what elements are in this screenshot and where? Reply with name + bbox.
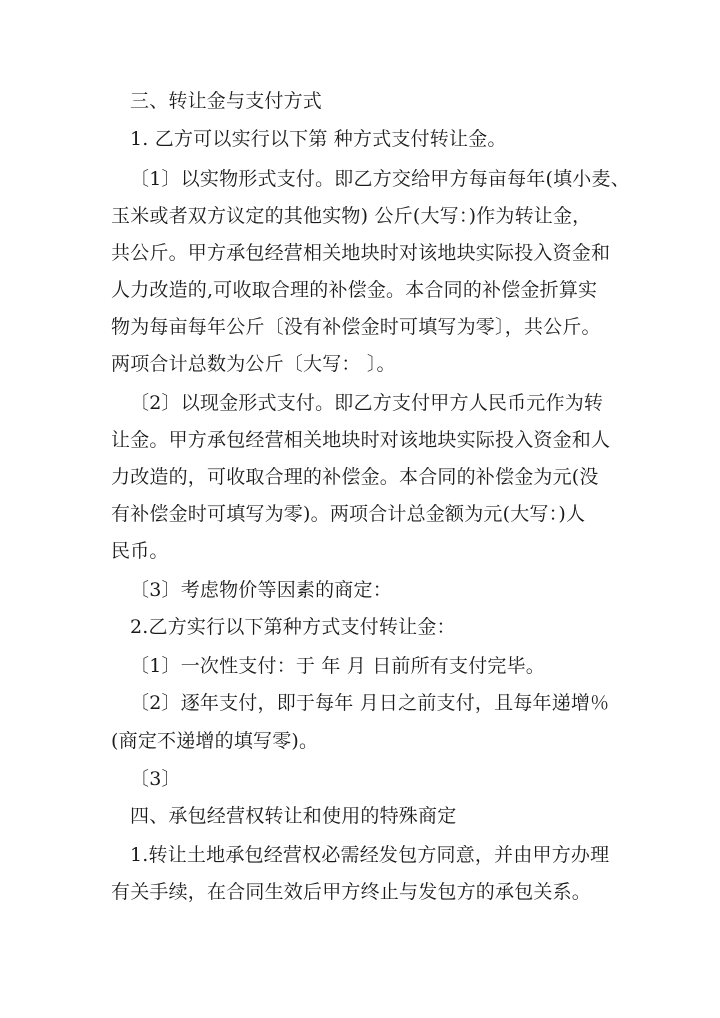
clause-2-heading: 2.乙方实行以下第种方式支付转让金： — [130, 616, 456, 638]
clause-2-1: 〔1〕一次性支付：于 年 月 日前所有支付完毕。 — [130, 655, 546, 677]
section-4-clause-1-line-2: 有关手续，在合同生效后甲方终止与发包方的承包关系。 — [111, 881, 592, 903]
clause-1-1-line-6: 两项合计总数为公斤〔大写： 〕。 — [111, 353, 396, 375]
clause-1-heading: 1. 乙方可以实行以下第 种方式支付转让金。 — [130, 128, 507, 150]
clause-2-2-line-2: (商定不递增的填写零)。 — [111, 730, 319, 752]
section-heading-3: 三、转让金与支付方式 — [130, 90, 323, 112]
clause-1-2-line-2: 让金。甲方承包经营相关地块时对该地块实际投入资金和人 — [111, 429, 611, 451]
clause-1-1-line-5: 物为每亩每年公斤〔没有补偿金时可填写为零〕，共公斤。 — [111, 316, 601, 338]
clause-1-1-line-4: 人力改造的,可收取合理的补偿金。本合同的补偿金折算实 — [111, 279, 598, 301]
clause-1-1-line-1: 〔1〕以实物形式支付。即乙方交给甲方每亩每年(填小麦、 — [130, 168, 630, 190]
clause-1-1-line-2: 玉米或者双方议定的其他实物) 公斤(大写：)作为转让金， — [111, 205, 592, 227]
clause-1-2-line-5: 民币。 — [111, 540, 169, 562]
clause-1-1-line-3: 共公斤。甲方承包经营相关地块时对该地块实际投入资金和 — [111, 242, 611, 264]
clause-1-2-line-4: 有补偿金时可填写为零)。两项合计总金额为元(大写：)人 — [111, 503, 586, 525]
clause-2-2-line-1: 〔2〕逐年支付，即于每年 月日之前支付，且每年递增％ — [130, 692, 610, 714]
clause-1-2-line-1: 〔2〕以现金形式支付。即乙方支付甲方人民币元作为转 — [130, 392, 604, 414]
clause-1-3: 〔3〕考虑物价等因素的商定： — [130, 579, 392, 601]
clause-2-3: 〔3〕 — [130, 768, 181, 790]
section-4-clause-1-line-1: 1.转让土地承包经营权必需经发包方同意，并由甲方办理 — [130, 844, 610, 866]
section-heading-4: 四、承包经营权转让和使用的特殊商定 — [130, 805, 457, 827]
clause-1-2-line-3: 力改造的，可收取合理的补偿金。本合同的补偿金为元(没 — [111, 466, 599, 488]
